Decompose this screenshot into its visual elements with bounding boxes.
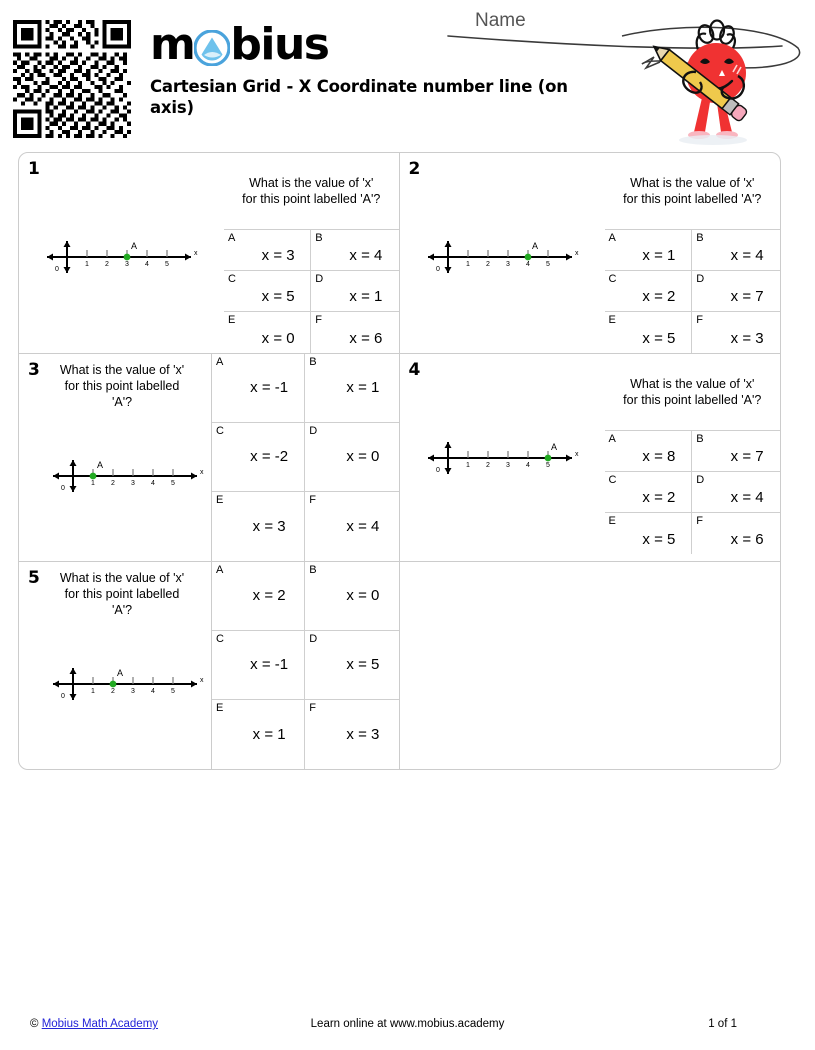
droplet-icon — [194, 29, 230, 65]
page-footer — [0, 1018, 815, 1038]
question-number: 1 — [28, 159, 40, 179]
question-figure-area — [19, 562, 212, 769]
footer-learn-online-text: Learn online at www.mobius.academy — [310, 1018, 505, 1030]
question-cell-empty — [400, 562, 781, 769]
question-content — [212, 562, 399, 769]
page-header — [0, 0, 815, 150]
svg-text:0: 0 — [61, 693, 65, 700]
name-label: Name — [475, 10, 526, 31]
svg-text:3: 3 — [505, 462, 510, 469]
number-line-figure — [422, 436, 582, 476]
footer-page-number: 1 of 1 — [708, 1018, 737, 1030]
question-row — [19, 153, 780, 354]
svg-text:5: 5 — [171, 480, 175, 487]
question-prompt: What is the value of 'x' for this point labelled 'A'? — [623, 176, 762, 206]
answer-letter: B — [309, 356, 317, 368]
answer-letter: A — [608, 433, 616, 445]
answer-letter: F — [696, 515, 703, 527]
droplet-icon-svg — [194, 30, 230, 66]
question-row — [19, 354, 780, 562]
answer-option[interactable] — [605, 513, 693, 554]
svg-text:1: 1 — [85, 261, 89, 268]
mobius-math-academy-link[interactable]: Mobius Math Academy — [41, 1018, 159, 1030]
answer-value: x = -1 — [250, 379, 289, 396]
answer-letter: D — [309, 425, 318, 437]
answer-letter: C — [608, 474, 617, 486]
question-cell-1 — [19, 153, 400, 353]
svg-text:2: 2 — [485, 261, 490, 268]
answer-value: x = 0 — [346, 587, 380, 604]
answer-option[interactable] — [605, 312, 693, 353]
answer-option[interactable] — [305, 423, 398, 492]
answer-value: x = 5 — [642, 531, 676, 548]
answer-value: x = 5 — [261, 288, 295, 305]
answer-letter: F — [309, 702, 316, 714]
copyright-symbol: © — [30, 1018, 39, 1030]
answer-value: x = 6 — [349, 330, 383, 347]
svg-text:1: 1 — [91, 688, 95, 695]
answer-value: x = 0 — [346, 448, 380, 465]
answer-option[interactable] — [692, 271, 780, 312]
answer-option[interactable] — [212, 631, 305, 700]
svg-text:0: 0 — [61, 485, 65, 492]
answer-letter: B — [696, 232, 704, 244]
number-line-svg-5 — [47, 662, 207, 702]
mascot-illustration — [620, 10, 805, 150]
answer-value: x = 3 — [346, 726, 380, 743]
answer-letter: A — [608, 232, 616, 244]
answer-value: x = 7 — [730, 288, 764, 305]
answer-option[interactable] — [305, 562, 398, 631]
answer-option[interactable] — [305, 354, 398, 423]
svg-text:0: 0 — [435, 467, 440, 474]
answer-value: x = 5 — [346, 656, 380, 673]
question-number: 2 — [408, 159, 421, 179]
svg-text:0: 0 — [55, 266, 59, 273]
answer-option[interactable] — [692, 513, 780, 554]
question-figure-area — [19, 153, 224, 353]
logo-text-post: bius — [230, 19, 329, 70]
qr-code-svg — [13, 20, 131, 138]
answer-option[interactable] — [212, 492, 305, 561]
answer-letter: A — [216, 356, 224, 368]
svg-text:4: 4 — [525, 261, 530, 268]
number-line-svg-1 — [41, 235, 201, 275]
answer-options — [212, 562, 399, 769]
answer-letter: F — [309, 494, 316, 506]
svg-text:A: A — [550, 442, 557, 452]
svg-text:A: A — [531, 241, 538, 251]
question-content — [605, 354, 781, 561]
answer-letter: E — [228, 314, 236, 326]
number-line-figure — [41, 235, 201, 275]
answer-letter: C — [216, 633, 224, 645]
answer-option[interactable] — [692, 472, 780, 513]
answer-value: x = 8 — [642, 448, 676, 465]
answer-option[interactable] — [224, 271, 311, 312]
svg-text:4: 4 — [525, 462, 530, 469]
answer-value: x = -1 — [250, 656, 289, 673]
svg-text:A: A — [117, 668, 124, 678]
answer-letter: A — [228, 232, 236, 244]
question-figure-area — [400, 354, 605, 561]
question-number: 4 — [408, 360, 421, 380]
svg-text:x: x — [194, 250, 198, 257]
svg-text:2: 2 — [105, 261, 109, 268]
answer-letter: A — [216, 564, 224, 576]
svg-text:1: 1 — [91, 480, 95, 487]
number-line-figure — [47, 662, 207, 702]
number-line-svg-2 — [422, 235, 582, 275]
answer-value: x = 7 — [730, 448, 764, 465]
answer-value: x = 4 — [730, 247, 764, 264]
svg-text:5: 5 — [545, 261, 550, 268]
answer-letter: F — [696, 314, 703, 326]
question-number: 5 — [28, 568, 40, 588]
question-row — [19, 562, 780, 769]
answer-letter: B — [309, 564, 317, 576]
answer-value: x = 3 — [730, 330, 764, 347]
answer-value: x = 4 — [349, 247, 383, 264]
answer-value: x = 0 — [261, 330, 295, 347]
number-line-svg-3 — [47, 454, 207, 494]
answer-value: x = 1 — [252, 726, 286, 743]
svg-text:A: A — [131, 241, 138, 251]
answer-value: x = -2 — [250, 448, 289, 465]
answer-value: x = 4 — [346, 518, 380, 535]
answer-value: x = 1 — [346, 379, 380, 396]
svg-text:3: 3 — [505, 261, 510, 268]
svg-text:3: 3 — [131, 480, 135, 487]
answer-option[interactable] — [212, 423, 305, 492]
answer-option[interactable] — [224, 312, 311, 353]
answer-letter: C — [216, 425, 224, 437]
answer-value: x = 2 — [252, 587, 286, 604]
answer-value: x = 3 — [261, 247, 295, 264]
answer-value: x = 2 — [642, 288, 676, 305]
svg-text:x: x — [574, 250, 578, 257]
number-line-svg-4 — [422, 436, 582, 476]
answer-options — [605, 229, 781, 353]
svg-text:1: 1 — [465, 261, 470, 268]
question-prompt: What is the value of 'x' for this point labelled 'A'? — [59, 363, 185, 409]
svg-text:5: 5 — [165, 261, 169, 268]
answer-option[interactable] — [311, 312, 398, 353]
question-grid — [18, 152, 781, 770]
number-line-figure — [47, 454, 207, 494]
answer-letter: F — [315, 314, 322, 326]
answer-option[interactable] — [605, 472, 693, 513]
answer-value: x = 1 — [349, 288, 383, 305]
question-cell-2 — [400, 153, 781, 353]
answer-value: x = 6 — [730, 531, 764, 548]
answer-options — [224, 229, 399, 353]
question-content — [605, 153, 781, 353]
answer-value: x = 4 — [730, 489, 764, 506]
answer-option[interactable] — [311, 271, 398, 312]
svg-text:0: 0 — [435, 266, 440, 273]
answer-option[interactable] — [605, 431, 693, 472]
svg-text:4: 4 — [145, 261, 149, 268]
answer-option[interactable] — [311, 230, 398, 271]
answer-letter: D — [696, 474, 705, 486]
question-figure-area — [400, 153, 605, 353]
answer-letter: E — [216, 494, 224, 506]
answer-options — [212, 354, 399, 561]
answer-option[interactable] — [212, 354, 305, 423]
number-line-figure — [422, 235, 582, 275]
question-number: 3 — [28, 360, 40, 380]
logo-text-pre: m — [150, 19, 195, 70]
answer-option[interactable] — [212, 562, 305, 631]
question-cell-3 — [19, 354, 400, 561]
svg-text:2: 2 — [111, 480, 115, 487]
page-title: Cartesian Grid - X Coordinate number line (on axis) — [150, 77, 568, 117]
answer-letter: C — [608, 273, 617, 285]
question-prompt: What is the value of 'x' for this point labelled 'A'? — [59, 571, 185, 617]
qr-code — [13, 20, 131, 138]
answer-option[interactable] — [305, 492, 398, 561]
svg-text:2: 2 — [485, 462, 490, 469]
question-content — [224, 153, 399, 353]
svg-text:A: A — [97, 460, 104, 470]
answer-value: x = 1 — [642, 247, 676, 264]
answer-letter: C — [228, 273, 236, 285]
question-prompt: What is the value of 'x' for this point labelled 'A'? — [623, 377, 762, 407]
question-prompt: What is the value of 'x' for this point labelled 'A'? — [242, 176, 381, 206]
svg-text:5: 5 — [171, 688, 175, 695]
svg-text:x: x — [200, 469, 204, 476]
answer-value: x = 3 — [252, 518, 286, 535]
question-cell-5 — [19, 562, 400, 769]
answer-option[interactable] — [692, 312, 780, 353]
svg-text:x: x — [200, 677, 204, 684]
answer-letter: E — [608, 314, 616, 326]
mascot-svg — [620, 10, 805, 150]
answer-option[interactable] — [212, 700, 305, 769]
answer-letter: E — [608, 515, 616, 527]
svg-text:3: 3 — [125, 261, 129, 268]
answer-value: x = 2 — [642, 489, 676, 506]
answer-letter: E — [216, 702, 224, 714]
answer-options — [605, 430, 781, 554]
answer-letter: B — [315, 232, 323, 244]
answer-letter: D — [315, 273, 324, 285]
svg-text:4: 4 — [151, 480, 155, 487]
answer-option[interactable] — [605, 230, 693, 271]
svg-text:1: 1 — [465, 462, 470, 469]
answer-letter: D — [309, 633, 318, 645]
answer-value: x = 5 — [642, 330, 676, 347]
answer-letter: D — [696, 273, 705, 285]
svg-text:2: 2 — [111, 688, 115, 695]
svg-text:3: 3 — [131, 688, 135, 695]
answer-option[interactable] — [605, 271, 693, 312]
svg-text:4: 4 — [151, 688, 155, 695]
answer-option[interactable] — [305, 700, 398, 769]
answer-letter: B — [696, 433, 704, 445]
answer-option[interactable] — [692, 431, 780, 472]
answer-option[interactable] — [692, 230, 780, 271]
answer-option[interactable] — [305, 631, 398, 700]
answer-option[interactable] — [224, 230, 311, 271]
question-figure-area — [19, 354, 212, 561]
question-cell-4 — [400, 354, 781, 561]
question-content — [212, 354, 399, 561]
svg-text:5: 5 — [545, 462, 550, 469]
svg-text:x: x — [574, 451, 578, 458]
